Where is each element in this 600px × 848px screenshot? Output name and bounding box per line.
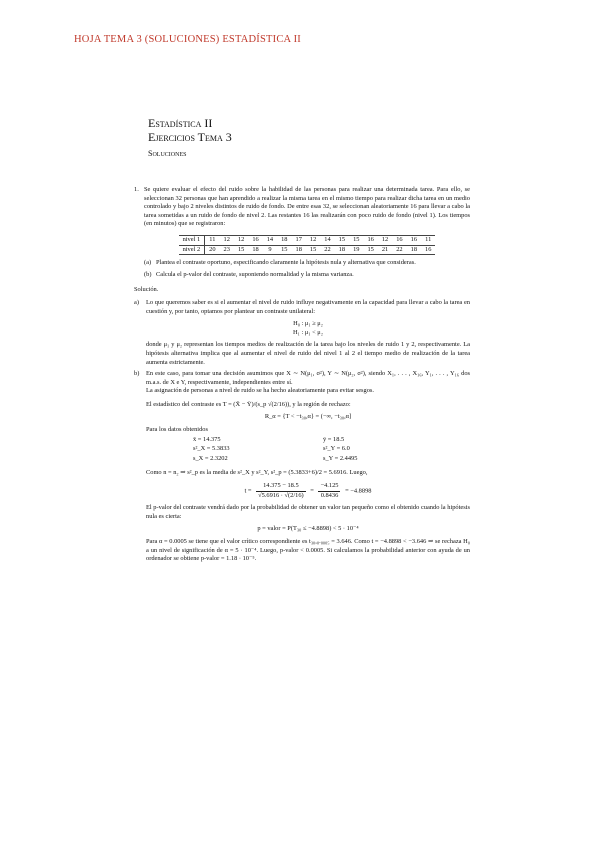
solution-heading: Solución. — [134, 286, 159, 294]
question-a-text: Plantea el contraste oportuno, especificando claramente la hipótesis nula y alternativa que consideras. — [156, 259, 416, 267]
doc-title: Estadística II — [148, 116, 213, 130]
table-cell: 14 — [263, 235, 277, 245]
stat-left: s_X = 2.3202 — [193, 454, 228, 462]
table-cell: 12 — [220, 235, 234, 245]
table-cell: 14 — [320, 235, 334, 245]
stats-row — [193, 445, 423, 454]
question-b-text: Calcula el p-valor del contraste, suponiendo normalidad y la misma varianza. — [156, 270, 354, 278]
stat-right: s_Y = 2.4495 — [323, 454, 358, 462]
question-a-label: (a) — [144, 259, 152, 267]
page-header-title: HOJA TEMA 3 (SOLUCIONES) ESTADÍSTICA II — [74, 34, 301, 45]
table-cell: 18 — [407, 245, 421, 255]
t-fraction — [256, 482, 306, 500]
table-cell: 15 — [349, 235, 363, 245]
t-lhs: t = — [244, 487, 252, 495]
null-hypothesis: H₀ : μ₁ ≥ μ₂ — [293, 320, 323, 328]
table-cell: 11 — [205, 235, 220, 245]
table-cell: 16 — [248, 235, 262, 245]
t-fraction-2 — [318, 482, 340, 500]
problem-1 — [134, 186, 470, 279]
table-cell: 12 — [378, 235, 392, 245]
table-cell: 18 — [292, 245, 306, 255]
table-cell: 15 — [363, 245, 377, 255]
table-row — [179, 245, 436, 255]
table-cell: 11 — [421, 235, 435, 245]
doc-section-label: Soluciones — [148, 149, 187, 158]
solution-a-text2: donde μ₁ y μ₂ representan los tiempos medios de realización de la tarea bajo los niveles de ruido 1 y 2, respectivamente. La hipótesis alternativa implica que al aumentar el nivel de ruido del nivel 1 al 2 el tiempo medio de realización de la tarea aumenta estrictamente. — [146, 341, 470, 366]
table-row — [179, 235, 436, 245]
table-cell: 16 — [407, 235, 421, 245]
document-title-block — [148, 116, 454, 158]
solution-b-text3: El estadístico del contraste es T = (X̄ − Ȳ)/(s_p √(2/16)), y la región de rechazo: — [146, 400, 351, 408]
question-b-label: (b) — [144, 270, 152, 278]
stat-right: ȳ = 18.5 — [323, 435, 345, 443]
table-cell: 20 — [205, 245, 220, 255]
table-cell: 16 — [363, 235, 377, 245]
rejection-region: R_α = {T < −t₃₀,α} = (−∞, −t₃₀,α] — [264, 413, 352, 421]
stat-left: s²_X = 5.3833 — [193, 445, 230, 453]
table-cell: 22 — [320, 245, 334, 255]
data-table — [179, 235, 436, 255]
table-cell: 15 — [277, 245, 291, 255]
pvalue-equation: p = valor = P(T₃₀ ≤ −4.8898) < 5 · 10⁻⁴ — [257, 525, 359, 533]
table-cell: 19 — [349, 245, 363, 255]
stat-left: x̄ = 14.375 — [193, 435, 221, 443]
table-cell: 18 — [335, 245, 349, 255]
problem-number: 1. — [134, 186, 139, 193]
row-label: nivel 1 — [179, 235, 205, 245]
doc-subtitle: Ejercicios Tema 3 — [148, 130, 232, 144]
table-cell: 9 — [263, 245, 277, 255]
table-cell: 18 — [248, 245, 262, 255]
stat-right: s²_Y = 6.0 — [323, 445, 350, 453]
problem-statement: Se quiere evaluar el efecto del ruido sobre la habilidad de las personas para realizar una determinada tarea. Para ello, se seleccionan 32 personas que han aprendido a realizar la misma tarea en el mismo tiempo para realizar dicha tarea en un medio controlado y bajo 2 niveles distintos de ruido de fondo. De entre esas 32, se seleccionan aleatoriamente 16 para llevar a cabo la tarea sometidas a un ruido de fondo de nivel 2. Las restantes 16 las realizarán con poco ruido de fondo (nivel 1). Los tiempos (en minutos) que se registraron: — [144, 186, 470, 228]
solution-b — [134, 370, 470, 564]
solution-a — [134, 299, 470, 367]
table-cell: 15 — [234, 245, 248, 255]
table-cell: 15 — [335, 235, 349, 245]
t-mid-numerator: −4.125 — [318, 482, 340, 492]
question-a — [144, 259, 470, 268]
solution-b-label: b) — [134, 370, 140, 378]
table-cell: 16 — [421, 245, 435, 255]
stats-row — [193, 436, 423, 445]
t-statistic-equation: t = $\frac{14.375 - 18.5}{√5.6916 \cdot √(2/16)}$ = $\frac{-4.125}{0.8436}$ = −4.8898 — [244, 482, 372, 499]
table-cell: 22 — [392, 245, 406, 255]
document-body — [134, 186, 470, 564]
solution-a-label: a) — [134, 298, 139, 306]
question-b — [144, 271, 470, 280]
table-cell: 23 — [220, 245, 234, 255]
solution-b-text2: La asignación de personas a nivel de ruido se ha hecho aleatoriamente para evitar sesgos. — [146, 387, 375, 395]
conclusion-text: Para α = 0.0005 se tiene que el valor crítico correspondiente es t₃₀,₀.₀₀₀₅ = 3.646. Como t = −4.8898 < −3.646 ⇒ se rechaza H₀ a un nivel de significación de α = 5 · 10⁻⁴. Luego, p-valor < 0.0005. Si calculamos la probabilidad anterior con ayuda de un ordenador se obtiene p-valor = 1.18 · 10⁻⁵. — [146, 538, 470, 563]
t-denominator: √5.6916 · √(2/16) — [258, 491, 304, 499]
alternative-hypothesis: H₁ : μ₁ < μ₂ — [293, 328, 323, 336]
solution-a-text: Lo que queremos saber es si el aumentar el nivel de ruido influye negativamente en la capacidad para llevar a cabo la tarea en cuestión y, por tanto, optamos por plantear un contraste unilateral: — [146, 298, 470, 315]
solution-b-text: En este caso, para tomar una decisión asumimos que X ∼ N(μ₁, σ²), Y ∼ N(μ₂, σ²), siendo X₁, . . . , X₁₆, Y₁, . . . , Y₁₆ dos m.a.s. de X e Y, respectivamente, independientes entre sí. — [146, 370, 470, 386]
t-mid-denominator: 0.8436 — [320, 491, 339, 499]
table-cell: 15 — [306, 245, 320, 255]
t-numerator: 14.375 − 18.5 — [256, 482, 306, 492]
stats-row — [193, 455, 423, 464]
table-cell: 12 — [306, 235, 320, 245]
pvalue-text: El p-valor del contraste vendrá dado por la probabilidad de obtener un valor tan pequeño como el obtenido cuando la hipótesis nula es cierta: — [146, 504, 470, 520]
hypotheses — [146, 320, 470, 337]
table-cell: 12 — [234, 235, 248, 245]
t-result: = −4.8898 — [345, 487, 372, 495]
table-cell: 21 — [378, 245, 392, 255]
table-cell: 16 — [392, 235, 406, 245]
table-cell: 17 — [292, 235, 306, 245]
data-intro: Para los datos obtenidos — [146, 426, 208, 434]
table-cell: 18 — [277, 235, 291, 245]
pooled-variance: Como n = n₂ ⇒ s²_p es la media de s²_X y s²_Y, s²_p = (5.3833+6)/2 = 5.6916. Luego, — [146, 469, 368, 477]
row-label: nivel 2 — [179, 245, 205, 255]
